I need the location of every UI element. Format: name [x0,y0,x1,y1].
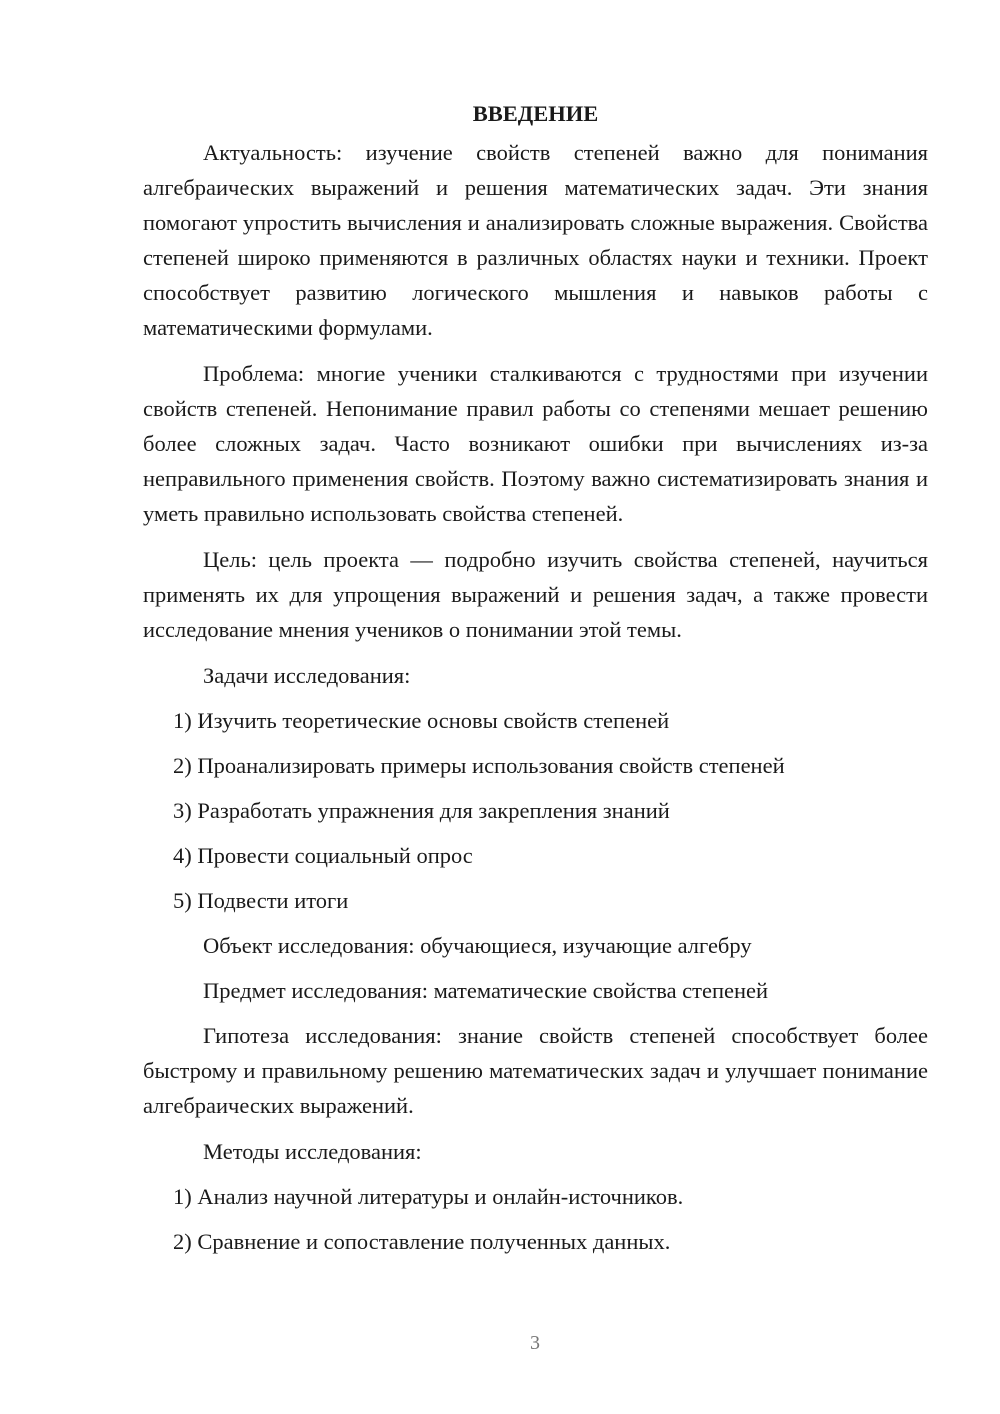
relevance-paragraph: Актуальность: изучение свойств степеней важно для понимания алгебраических выражений и решения математических задач. Эти знания помогают упростить вычисления и анализировать сложные выражения. Свойства степеней широко применяются в различных областях науки и техники. Проект способствует развитию логического мышления и навыков работы с математическими формулами. [143,140,928,340]
methods-label: Методы исследования: [203,1139,422,1164]
task-item: 4) Провести социальный опрос [173,843,473,868]
methods-list [143,1179,928,1259]
method-item: 1) Анализ научной литературы и онлайн-источников. [173,1184,684,1209]
page-number: 3 [530,1332,540,1354]
object-line: Объект исследования: обучающиеся, изучающие алгебру [203,933,752,958]
task-item: 2) Проанализировать примеры использования свойств степеней [173,753,785,778]
tasks-list [143,703,928,918]
problem-paragraph: Проблема: многие ученики сталкиваются с трудностями при изучении свойств степеней. Непонимание правил работы со степенями мешает решению более сложных задач. Часто возникают ошибки при вычислениях из-за неправильного применения свойств. Поэтому важно систематизировать знания и уметь правильно использовать свойства степеней. [143,361,928,526]
hypothesis-paragraph: Гипотеза исследования: знание свойств степеней способствует более быстрому и правильному решению математических задач и улучшает понимание алгебраических выражений. [143,1023,928,1118]
section-title: ВВЕДЕНИЕ [472,101,599,126]
task-item: 1) Изучить теоретические основы свойств степеней [173,708,670,733]
goal-paragraph: Цель: цель проекта — подробно изучить свойства степеней, научиться применять их для упрощения выражений и решения задач, а также провести исследование мнения учеников о понимании этой темы. [143,547,928,642]
task-item: 3) Разработать упражнения для закрепления знаний [173,798,670,823]
method-item: 2) Сравнение и сопоставление полученных данных. [173,1229,671,1254]
subject-line: Предмет исследования: математические свойства степеней [203,978,769,1003]
tasks-label: Задачи исследования: [203,663,411,688]
task-item: 5) Подвести итоги [173,888,349,913]
page-content [143,96,928,1269]
